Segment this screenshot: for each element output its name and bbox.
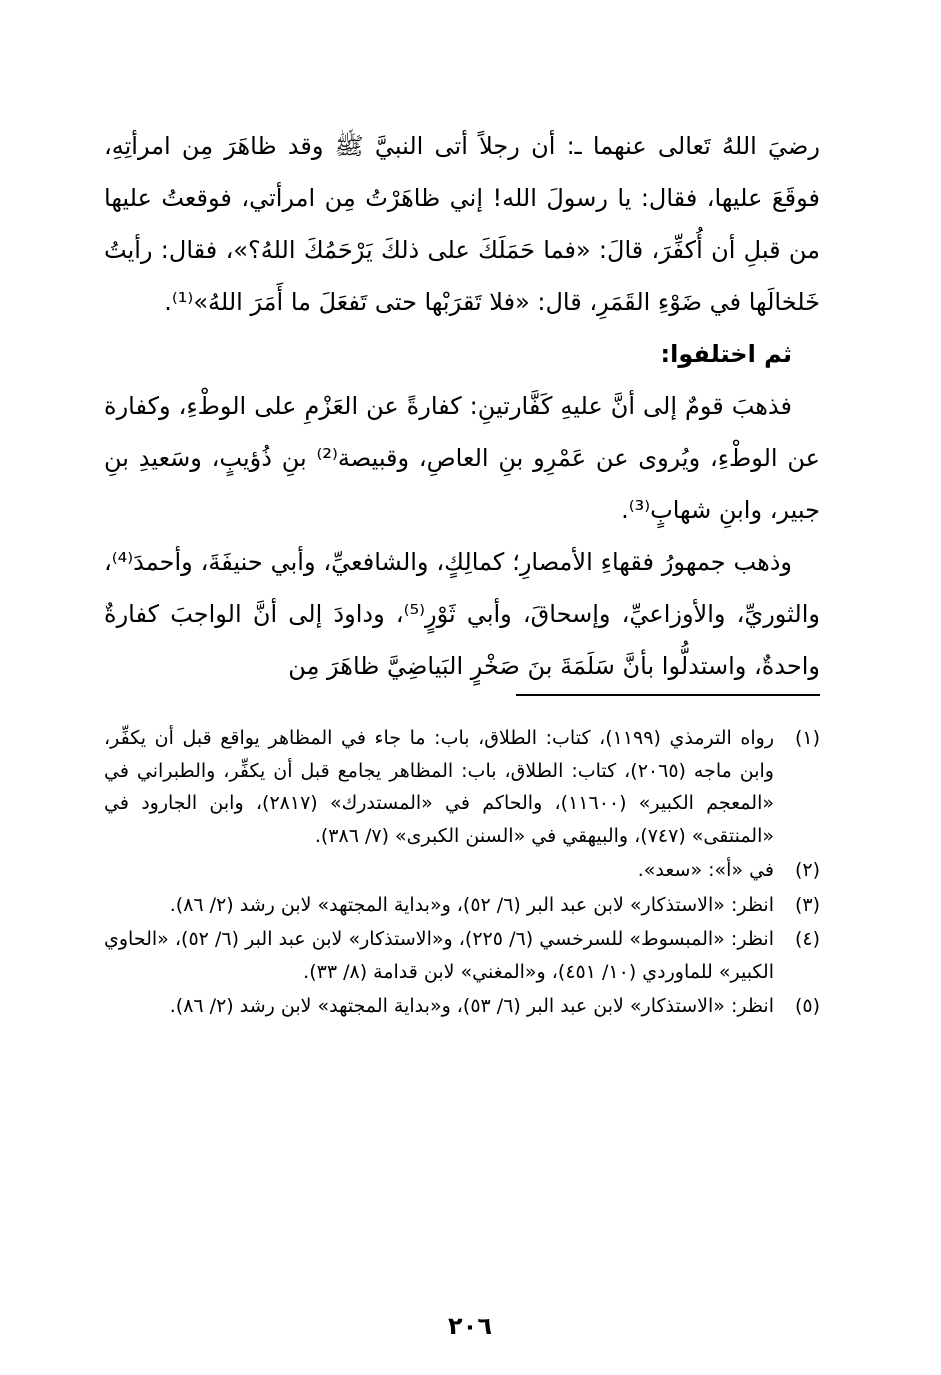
footnote: [104, 722, 820, 852]
paragraph-hadith: رضيَ اللهُ تَعالى عنهما ـ: أن رجلاً أتى النبيَّ ﷺ وقد ظاهَرَ مِن امرأتِهِ، فوقَعَ عليها، فقال: يا رسولَ الله! إني ظاهَرْتُ مِن امرأتي، فوقعتُ عليها من قبلِ أن أُكفِّرَ، قالَ: «فما حَمَلَكَ على ذلكَ يَرْحَمُكَ اللهُ؟»، فقال: رأيتُ خَلخالَها في ضَوْءِ القَمَرِ، قال: «فلا تَقرَبْها حتى تَفعَلَ ما أَمَرَ اللهُ»⁽¹⁾.: [104, 132, 820, 316]
page-number: ٢٠٦: [448, 1312, 492, 1340]
footnote-number: (٢): [794, 859, 820, 881]
paragraph-majority-opinion: وذهب جمهورُ فقهاءِ الأمصارِ؛ كمالِكٍ، والشافعيِّ، وأبي حنيفَةَ، وأحمدَ⁽⁴⁾، والثوريِّ، والأوزاعيِّ، وإسحاقَ، وأبي ثَوْرٍ⁽⁵⁾، وداودَ إلى أنَّ الواجبَ كفارةٌ واحدةٌ، واستدلُّوا بأنَّ سَلَمَةَ بنَ صَخْرٍ البَياضِيَّ ظاهَرَ مِن: [104, 548, 820, 680]
footnote-number: (٥): [794, 995, 820, 1017]
section-heading: ثم اختلفوا:: [660, 340, 792, 368]
footnote-text: انظر: «الاستذكار» لابن عبد البر (٦/ ٥٢)، و«بداية المجتهد» لابن رشد (٢/ ٨٦).: [169, 893, 774, 916]
footnotes: [104, 722, 820, 1025]
footnote-text: رواه الترمذي (١١٩٩)، كتاب: الطلاق، باب: ما جاء في المظاهر يواقع قبل أن يكفِّر، وابن ماجه (٢٠٦٥)، كتاب: الطلاق، باب: المظاهر يجامع قبل أن يكفِّر، والطبراني في «المعجم الكبير» (١١٦٠٠)، والحاكم في «المستدرك» (٢٨١٧)، وابن الجارود في «المنتقى» (٧٤٧)، والبيهقي في «السنن الكبرى» (٧/ ٣٨٦).: [104, 727, 774, 847]
main-text: [104, 120, 820, 692]
footnote-number: (٣): [794, 893, 820, 916]
footnote-number: (١): [794, 727, 820, 749]
footnote: [104, 889, 820, 922]
paragraph-first-opinion: فذهبَ قومٌ إلى أنَّ عليهِ كَفَّارتينِ: كفارةً عن العَزْمِ على الوطْءِ، وكفارة عن الوطْءِ، ويُروى عن عَمْرِو بنِ العاصِ، وقبيصة⁽²⁾ بنِ ذُؤيبٍ، وسَعيدِ بنِ جبير، وابنِ شهابٍ⁽³⁾.: [104, 392, 820, 524]
footnote-separator: [516, 694, 820, 696]
footnote-text: في «أ»: «سعد».: [637, 859, 774, 881]
footnote: [104, 923, 820, 988]
footnote: [104, 990, 820, 1023]
footnote: [104, 854, 820, 887]
footnote-number: (٤): [794, 928, 820, 950]
footnote-text: انظر: «الاستذكار» لابن عبد البر (٦/ ٥٣)، و«بداية المجتهد» لابن رشد (٢/ ٨٦).: [169, 995, 774, 1017]
footnote-text: انظر: «المبسوط» للسرخسي (٦/ ٢٢٥)، و«الاستذكار» لابن عبد البر (٦/ ٥٢)، «الحاوي الكبير» للماوردي (١٠/ ٤٥١)، و«المغني» لابن قدامة (٨/ ٣٣).: [104, 928, 774, 983]
